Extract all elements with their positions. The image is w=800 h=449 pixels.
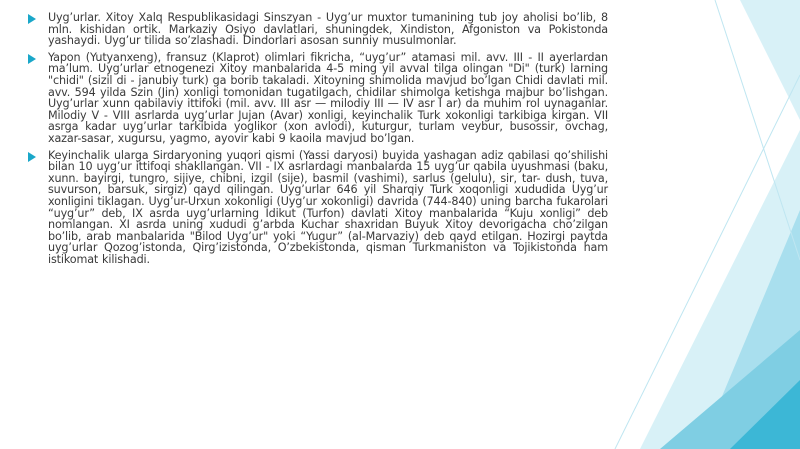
content-area (26, 12, 608, 270)
bullet-item (26, 150, 608, 266)
bullet-text: Uyg’urlar. Xitoy Xalq Respublikasidagi Sinszyan - Uyg’ur muxtor tumanining tub joy aholisi bo’lib, 8 mln. kishidan ortik. Markaziy Osiyo davlatlari, shuningdek, Xindiston, Afgoniston va Pokistonda yashaydi. Uyg’ur tilida so’zlashadi. Dindorlari asosan sunniy musulmonlar. (48, 11, 608, 48)
bullet-item (26, 12, 608, 47)
triangle-arrow-icon (28, 14, 36, 24)
decor-facet-3 (740, 0, 800, 120)
triangle-arrow-icon (28, 54, 36, 64)
triangle-arrow-icon (28, 152, 36, 162)
bullet-text: Keyinchalik ularga Sirdaryoning yuqori qismi (Yassi daryosi) buyida yashagan adiz qabilasi qo’shilishi bilan 10 uyg’ur ittifoqi shakllangan. VII - IX asrlardagi manbalarda 15 uyg’ur qabila uyushmasi (baku, xunn. bayirgi, tungro, sijiye, chibni, izgil (sije), basmil (vashimi), sarlus (gelulu), sir, tar- dush, tuva, suvurson, barsuk, sirgiz) qayd qilingan. Uyg’urlar 646 yil Sharqiy Turk xoqonligi xududida Uyg’ur xonligini tiklagan. Uyg’ur-Urxun xokonligi (Uyg’ur xokonligi) davrida (744-840) uning barcha fukarolari “uyg’ur” deb, IX asrda uyg’urlarning Idikut (Turfon) davlati Xitoy manbalarida “Kuju xonligi” deb nomlangan. XI asrda uning xududi g’arbda Kuchar shaxridan Buyuk Xitoy devorigacha cho’zilgan bo’lib, arab manbalarida "Bilod Uyg’ur" yoki “Yugur” (al-Marvaziy) deb qayd etilgan. Hozirgi paytda uyg’urlar Qozog’istonda, Qirg’izistonda, O’zbekistonda, qisman Turkmaniston va Tojikistonda ham istikomat kilishadi. (48, 148, 608, 266)
bullet-text: Yapon (Yutyanxeng), fransuz (Klaprot) olimlari fikricha, “uyg’ur” atamasi mil. avv. III - II ayerlardan ma’lum. Uyg’urlar etnogenezi Xitoy manbalarida 4-5 ming yil avval tilga olingan "Di" (turk) larning "chidi" (sizil di - janubiy turk) ga borib takaladi. Xitoyning shimolida mavjud bo’lgan Chidi davlati mil. avv. 594 yilda Szin (Jin) xonligi tomonidan tugatilgach, chidilar shimolga ketishga majbur bo’lishgan. Uyg’urlar xunn qabilaviy ittifoki (mil. avv. III asr — milodiy III — IV asr I ar) da muhim rol uynaganlar. Milodiy V - VIII asrlarda uyg’urlar Jujan (Avar) xonligi, keyinchalik Turk xokonligi tarkibiga kirgan. VII asrga kadar uyg’urlar tarkibida yoglikor (xon avlodi), kuturgur, turlam veybur, busossir, ovchag, xazar-sasar, xugursu, yagmo, ayovir kabi 9 kaoila mavjud bo’lgan. (48, 50, 608, 145)
bullet-item (26, 52, 608, 145)
